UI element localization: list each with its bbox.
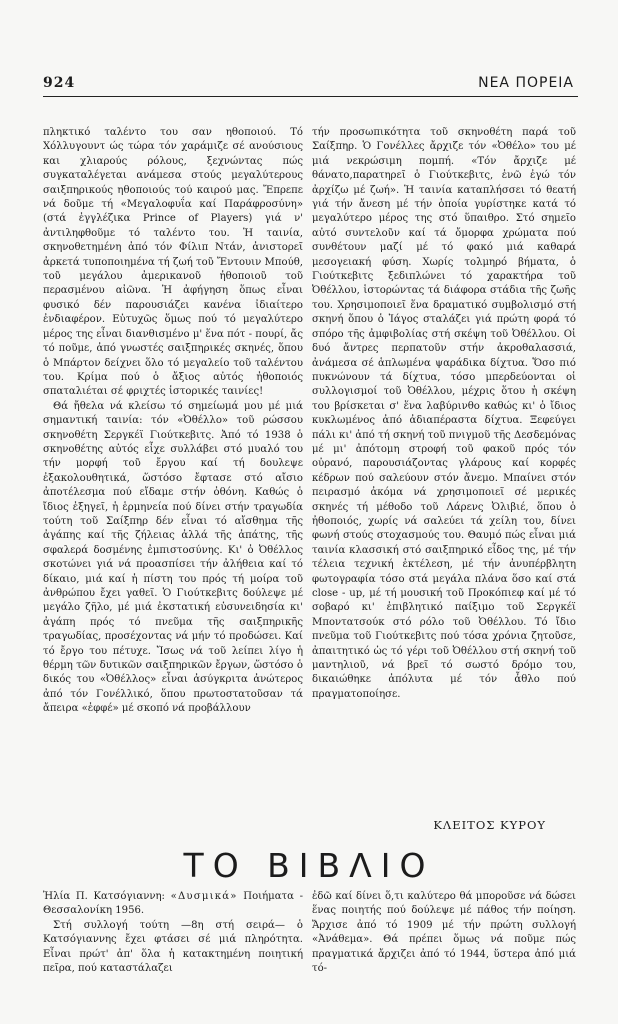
book-left-column [43, 890, 303, 1024]
citation-rest: Ποιήματα - Θεσσαλονίκη 1956. [43, 891, 303, 917]
running-title: ΝΕΑ ΠΟΡΕΙΑ [478, 75, 574, 91]
book-citation [43, 890, 303, 919]
article-author: ΚΛΕΙΤΟΣ ΚΥΡΟΥ [433, 818, 546, 832]
book-right-column [312, 890, 576, 1024]
book-paragraph: ἐδῶ καί δίνει ὅ,τι καλύτερο θά μποροῦσε νά δώσει ἕνας ποιητής πού δούλεψε μέ πάθος τήν ποίηση. Ἄρχισε ἀπό τό 1909 μέ τήν πρώτη συλλογή «Ἀνάθεμα». Θά πρέπει ὅμως νά ποῦμε πώς πραγματικά ἄρχιζει ἀπό τό 1944, ὕστερα ἀπό μιά τό- [312, 891, 576, 975]
article-paragraph: Θά ἤθελα νά κλείσω τό σημείωμά μου μέ μιά σημαντική ταινία: τόν «Ὀθέλλο» τοῦ ρώσσου σκηνοθέτη Σεργκέϊ Γιούτκεβιτς. Ἀπό τό 1938 ὁ σκηνοθέτης αὐτός εἶχε συλλάβει στό μυαλό του τήν μορφή τοῦ ἔργου καί τή δουλεψε ἐξακολουθητικά, ὥστόσο ἔφτασε στό αἴσιο ἀποτέλεσμα πού εἴδαμε στήν ὀθόνη. Καθώς ὁ ἴδιος ἐξηγεῖ, ἡ ἑρμηνεία πού δίνει στήν τραγωδία τούτη τοῦ Σαίξπηρ δέν εἶναι τό αἴσθημα τῆς ἀγάπης καί τῆς ζήλειας ἀλλά τῆς ἀπάτης, τῆς σφαλερά δοσμένης ἐμπιστοσύνης. Κι' ὁ Ὀθέλλος σκοτώνει γιά νά προασπίσει τήν ἀλήθεια καί τό δίκαιο, μιά καί ἡ πίστη του πρός τή μοίρα τοῦ ἀνθρώπου ἔχει γαθεῖ. Ὁ Γιούτκεβιτς δούλεψε μέ μεγάλο ζῆλο, μέ μιά ἐκστατική εὐσυνειδησία κι' ἀγάπη πρός τό πνεῦμα τῆς σαιξπηρικῆς τραγωδίας, προσέχοντας νά μήν τό προδώσει. Καί τό ἔργο του πέτυχε. Ἴσως νά τοῦ λείπει λίγο ἡ θέρμη τῶν δυτικῶν σαιξπηρικῶν ἔργων, ὥστόσο ὁ δικός του «Ὀθέλλος» εἶναι ἀσύγκριτα ἀνώτερος ἀπό τόν Γονέλλικό, ὅπου πρωτοστατοῦσαν τά ἄπειρα «ἐφφέ» μέ σκοπό νά προβάλλουν [43, 400, 303, 715]
page-number: 924 [43, 75, 76, 91]
citation-author: Ἠλία Π. Κατσόγιαννη: [43, 891, 165, 902]
citation-title: «Δυσμικά» [170, 891, 238, 902]
article-paragraph: πληκτικό ταλέντο του σαν ηθοποιού. Τό Χόλλυγουντ ώς τώρα τόν χαράμιζε σέ ανούσιους και χλιαρούς ρόλους, ξεχνώντας πώς συγκαταλέγεται ανάμεσα στούς μεγαλύτερους σαιξπηρικούς ηθοποιούς τού καιρού μας. Ἔπρεπε νά δοῦμε τή «Μεγαλοφυΐα καί Παράφροσύνη» (στά ἐγγλέζικα Prince of Players) γιά ν' ἀντιληφθοῦμε τό ταλέντο του. Ἡ ταινία, σκηνοθετημένη ἀπό τόν Φίλιπ Ντάν, ἀνιστορεῖ ἀρκετά τυποποιημένα τή ζωή τοῦ Ἔντουιν Μπούθ, τοῦ μεγάλου ἀμερικανοῦ ἠθοποιοῦ τοῦ περασμένου αἰῶνα. Ἡ ἀφήγηση ὅπως εἶναι φυσικό δέν παρουσιάζει κανένα ἰδιαίτερο ἐνδιαφέρον. Εὐτυχῶς ὅμως πού τό μεγαλύτερο μέρος της εἶναι διανθισμένο μ' ἕνα πότ - πουρί, ἄς τό ποῦμε, ἀπό γνωστές σαιξπηρικές σκηνές, ὅπου ὁ Μπάρτον δείχνει ὅλο τό μεγαλείο τοῦ ταλέντου του. Κρίμα πού ὁ ἄξιος αὐτός ἠθοποιός σπαταλιέται σέ φριχτές ἱστορικές ταινίες! [43, 127, 303, 398]
header-rule [43, 96, 578, 97]
article-left-column [43, 126, 303, 854]
book-paragraph: Στή συλλογή τούτη —8η στή σειρά— ὁ Κατσόγιαννης ἔχει φτάσει σέ μιά πληρότητα. Εἶναι πρώτ' ἀπ' ὅλα ἡ κατακτημένη ποιητική πεῖρα, πού καταστάλαζει [43, 919, 303, 975]
article-paragraph: τήν προσωπικότητα τοῦ σκηνοθέτη παρά τοῦ Σαίξπηρ. Ὁ Γονέλλες ἄρχιζε τόν «Ὀθέλο» του μέ μιά νεκρώσιμη πομπή. «Τόν ἄρχιζε μέ θάνατο,παρατηρεῖ ὁ Γιούτκεβιτς, ἐνῶ ἐγώ τόν ἀρχίζω μέ ζωή». Ἡ ταινία καταπλήσσει τό θεατή γιά τήν ἄνεση μέ τήν ὁποία γυρίστηκε κατά τό μεγαλύτερο μέρος της στό ὕπαιθρο. Στό σημεῖο αὐτό συντελοῦν καί τά ὄμορφα χρώματα πού συνθέτουν μαζί μέ τό φακό μιά καθαρά μεσογειακή φύση. Χωρίς τολμηρό βήματα, ὁ Γιούτκεβιτς ξεδιπλώνει τό χαρακτήρα τοῦ Ὀθέλλου, ἱστορώντας τά διάφορα στάδια τῆς ζωῆς του. Χρησιμοποιεῖ ἕνα δραματικό συμβολισμό στή σκηνή ὅπου ὁ Ἰάγος σταλάζει γιά πρώτη φορά τό σπόρο τῆς ἀμφιβολίας στή σκέψη τοῦ Ὀθέλλου. Οἱ δυό ἄντρες περπατοῦν στήν ἀκροθαλασσιά, ἀνάμεσα σέ ἁπλωμένα ψαράδικα δίχτυα. Ὅσο πιό πυκνώνουν τά δίχτυα, τόσο μπερδεύονται οἱ συλλογισμοί τοῦ Ὀθέλλου, μέχρις ὅτου ἡ σκέψη του βρίσκεται σ' ἕνα λαβύρινθο καθώς κι' ὁ ἴδιος κυκλωμένος ἀπό ἀδιαπέραστα δίχτυα. Ξεφεύγει πάλι κι' ἀπό τή σκηνή τοῦ πνιγμοῦ τῆς Δεσδεμόνας μέ μι' ἀπότομη στροφή τοῦ φακοῦ πρός τόν οὐρανό, παρουσιάζοντας γλάρους καί κορφές κέδρων πού σαλεύουν στόν ἄνεμο. Μπαίνει στόν πειρασμό ἀκόμα νά χρησιμοποιεῖ σέ μερικές σκηνές τή μέθοδο τοῦ Λάρενς Ὀλιβιέ, ὅπου ὁ ἠθοποιός, χωρίς νά σαλεύει τά χείλη του, δίνει φωνή στούς στοχασμούς του. Θαυμό πώς εἶναι μιά ταινία κλασσική στό σαιξπηρικό εἶδος της, μέ τήν τέλεια τεχνική ἐκτέλεση, μέ τήν ἀνυπέρβλητη φωτογραφία τόσο στά μεγάλα πλάνα ὅσο καί στά close - up, μέ τή μουσική τοῦ Προκόπιεφ καί μέ τό σοβαρό κι' ἐπιβλητικό παίξιμο τοῦ Σεργκέϊ Μποντατσούκ στό ρόλο τοῦ Ὀθέλλου. Τό ἴδιο πνεῦμα τοῦ Γιούτκεβιτς πού τόσα χρόνια ζητοῦσε, ἀπαιτητικό ὡς τό γέρι τοῦ Ὀθέλλου στή σκηνή τοῦ μαντηλιοῦ, νά βρεῖ τό σωστό δρόμο του, δικαιώθηκε ἀπόλυτα μέ τόν ἆθλο πού πραγματοποίησε. [312, 127, 576, 700]
section-title: ΤΟ ΒΙΒΛΙΟ [183, 846, 435, 885]
article-right-column [312, 126, 576, 802]
